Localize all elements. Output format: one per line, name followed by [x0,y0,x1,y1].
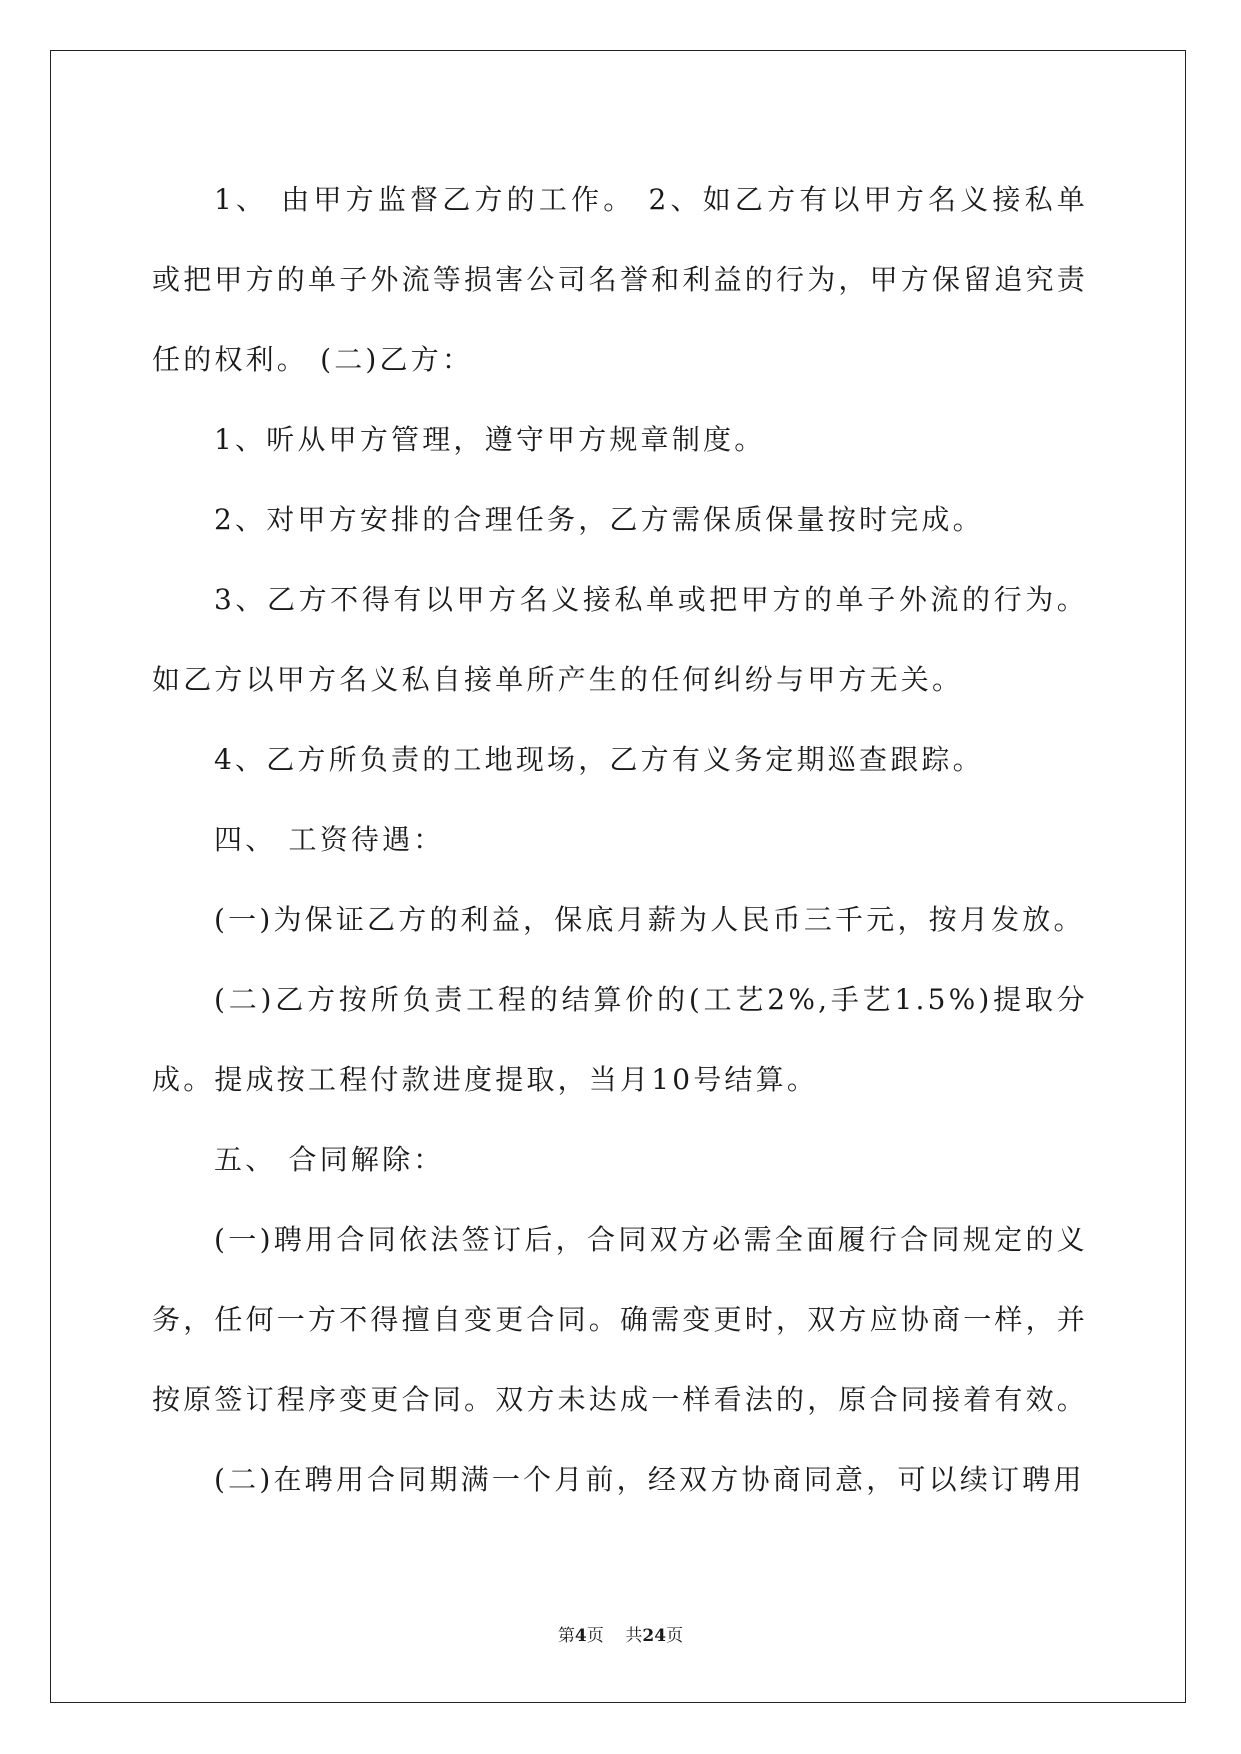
paragraph-4: 3、乙方不得有以甲方名义接私单或把甲方的单子外流的行为。如乙方以甲方名义私自接单所产生的任何纠纷与甲方无关。 [152,583,1088,696]
footer-total-pages: 24 [642,1626,667,1646]
footer-total-suffix: 页 [666,1626,684,1646]
paragraph-10: (一)聘用合同依法签订后，合同双方必需全面履行合同规定的义务，任何一方不得擅自变更合同。确需变更时，双方应协商一样，并按原签订程序变更合同。双方未达成一样看法的，原合同接着有效。 [152,1223,1089,1416]
page-footer [0,1621,1241,1646]
paragraph-3: 2、对甲方安排的合理任务，乙方需保质保量按时完成。 [214,503,984,536]
paragraph-2: 1、听从甲方管理，遵守甲方规章制度。 [214,423,766,456]
paragraph-8: (二)乙方按所负责工程的结算价的(工艺2%,手艺1.5%)提取分成。提成按工程付款进度提取，当月10号结算。 [152,983,1088,1096]
paragraph-11: (二)在聘用合同期满一个月前，经双方协商同意，可以续订聘用 [214,1463,1085,1496]
section-heading-wages: 四、 工资待遇： [214,823,445,856]
paragraph-7: (一)为保证乙方的利益，保底月薪为人民币三千元，按月发放。 [214,903,1085,936]
paragraph-1: 1、 由甲方监督乙方的工作。 2、如乙方有以甲方名义接私单或把甲方的单子外流等损害公司名誉和利益的行为，甲方保留追究责任的权利。 (二)乙方： [152,183,1089,376]
footer-total-prefix: 共 [625,1626,643,1646]
footer-page-number: 4 [574,1626,587,1646]
document-body [152,160,1088,1520]
footer-prefix: 第 [557,1626,575,1646]
section-heading-termination: 五、 合同解除： [214,1143,445,1176]
paragraph-5: 4、乙方所负责的工地现场，乙方有义务定期巡查跟踪。 [214,743,984,776]
footer-page-suffix: 页 [586,1626,604,1646]
